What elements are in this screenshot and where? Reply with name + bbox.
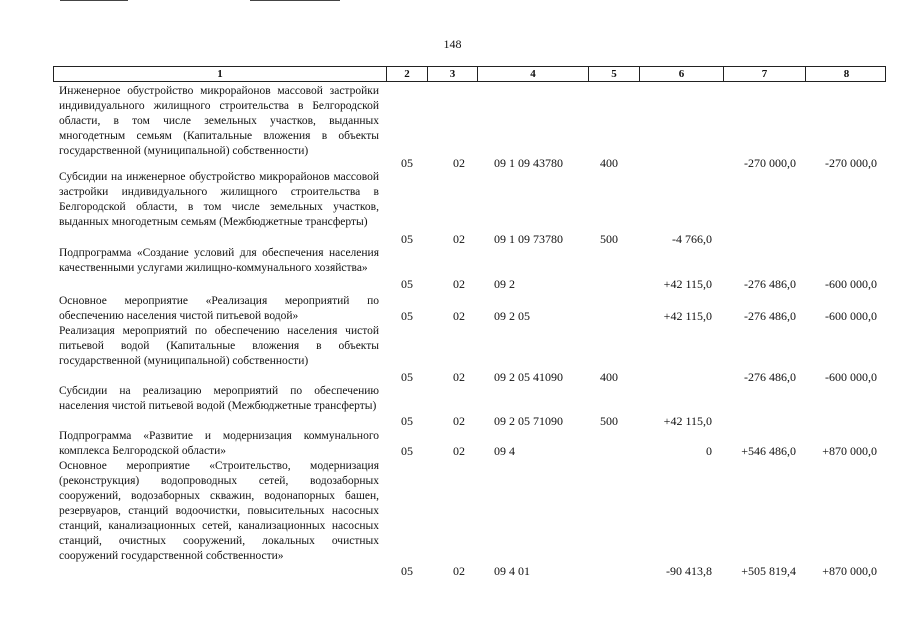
amount-col8: +870 000,0	[822, 564, 877, 578]
header-cell: 2	[387, 67, 428, 81]
target-article-code: 09 2 05 71090	[494, 414, 563, 428]
expense-type-code: 400	[600, 370, 618, 384]
amount-col8: -600 000,0	[825, 277, 877, 291]
amount-col6: -90 413,8	[666, 564, 712, 578]
expense-type-code: 400	[600, 156, 618, 170]
amount-col7: +546 486,0	[741, 444, 796, 458]
section-code: 05	[401, 309, 413, 323]
header-cell: 4	[478, 67, 589, 81]
amount-col6: +42 115,0	[663, 309, 712, 323]
header-cell: 6	[640, 67, 724, 81]
expense-type-code: 500	[600, 414, 618, 428]
amount-col7: -276 486,0	[744, 370, 796, 384]
subsection-code: 02	[453, 277, 465, 291]
target-article-code: 09 2 05	[494, 309, 530, 323]
amount-col6: +42 115,0	[663, 414, 712, 428]
row-description: Подпрограмма «Развитие и модернизация коммунального комплекса Белгородской области»	[59, 430, 379, 457]
section-code: 05	[401, 370, 413, 384]
expense-type-code: 500	[600, 232, 618, 246]
row-description: Подпрограмма «Создание условий для обеспечения населения качественными услугами жилищно-коммунального хозяйства»	[59, 247, 379, 274]
top-edge-rule	[60, 0, 128, 1]
amount-col8: -270 000,0	[825, 156, 877, 170]
subsection-code: 02	[453, 309, 465, 323]
table-header	[53, 66, 886, 82]
amount-col6: +42 115,0	[663, 277, 712, 291]
section-code: 05	[401, 444, 413, 458]
top-edge-rule	[250, 0, 340, 1]
target-article-code: 09 1 09 43780	[494, 156, 563, 170]
amount-col6: -4 766,0	[672, 232, 712, 246]
subsection-code: 02	[453, 370, 465, 384]
row-description: Основное мероприятие «Реализация мероприятий по обеспечению населения чистой питьевой водой»	[59, 295, 379, 322]
target-article-code: 09 2	[494, 277, 515, 291]
header-cell: 3	[428, 67, 478, 81]
amount-col8: -600 000,0	[825, 370, 877, 384]
header-cell: 1	[54, 67, 387, 81]
section-code: 05	[401, 277, 413, 291]
subsection-code: 02	[453, 564, 465, 578]
target-article-code: 09 4 01	[494, 564, 530, 578]
amount-col8: +870 000,0	[822, 444, 877, 458]
subsection-code: 02	[453, 414, 465, 428]
page-number: 148	[443, 37, 462, 51]
header-cell: 7	[724, 67, 806, 81]
row-description: Субсидии на реализацию мероприятий по обеспечению населения чистой питьевой водой (Межбюджетные трансферты)	[59, 385, 379, 412]
subsection-code: 02	[453, 232, 465, 246]
subsection-code: 02	[453, 156, 465, 170]
section-code: 05	[401, 414, 413, 428]
section-code: 05	[401, 564, 413, 578]
amount-col8: -600 000,0	[825, 309, 877, 323]
target-article-code: 09 1 09 73780	[494, 232, 563, 246]
amount-col7: +505 819,4	[741, 564, 796, 578]
amount-col7: -270 000,0	[744, 156, 796, 170]
target-article-code: 09 2 05 41090	[494, 370, 563, 384]
header-cell: 8	[843, 68, 850, 80]
subsection-code: 02	[453, 444, 465, 458]
amount-col7: -276 486,0	[744, 277, 796, 291]
row-description: Основное мероприятие «Строительство, модернизация (реконструкция) водопроводных сетей, водозаборных сооружений, водозаборных скважин, водонапорных башен, резервуаров, станций водоочистки, повысительных насосных станций, канализационных сетей, канализационных насосных станций, очистных сооружений, локальных очистных сооружений государственной собственности»	[59, 460, 379, 562]
row-description: Субсидии на инженерное обустройство микрорайонов массовой застройки индивидуального жилищного строительства в Белгородской области, в том числе земельных участков, выданных многодетным семьям (Межбюджетные трансферты)	[59, 171, 379, 228]
section-code: 05	[401, 156, 413, 170]
row-description: Инженерное обустройство микрорайонов массовой застройки индивидуального жилищного строительства в Белгородской области, в том числе земельных участков, выданных многодетным семьям (Капитальные вложения в объекты государственной (муниципальной) собственности)	[59, 85, 379, 157]
amount-col6: 0	[706, 444, 712, 458]
row-description: Реализация мероприятий по обеспечению населения чистой питьевой водой (Капитальные вложения в объекты государственной (муниципальной) собственности)	[59, 325, 379, 367]
header-cell: 5	[589, 67, 640, 81]
section-code: 05	[401, 232, 413, 246]
amount-col7: -276 486,0	[744, 309, 796, 323]
target-article-code: 09 4	[494, 444, 515, 458]
